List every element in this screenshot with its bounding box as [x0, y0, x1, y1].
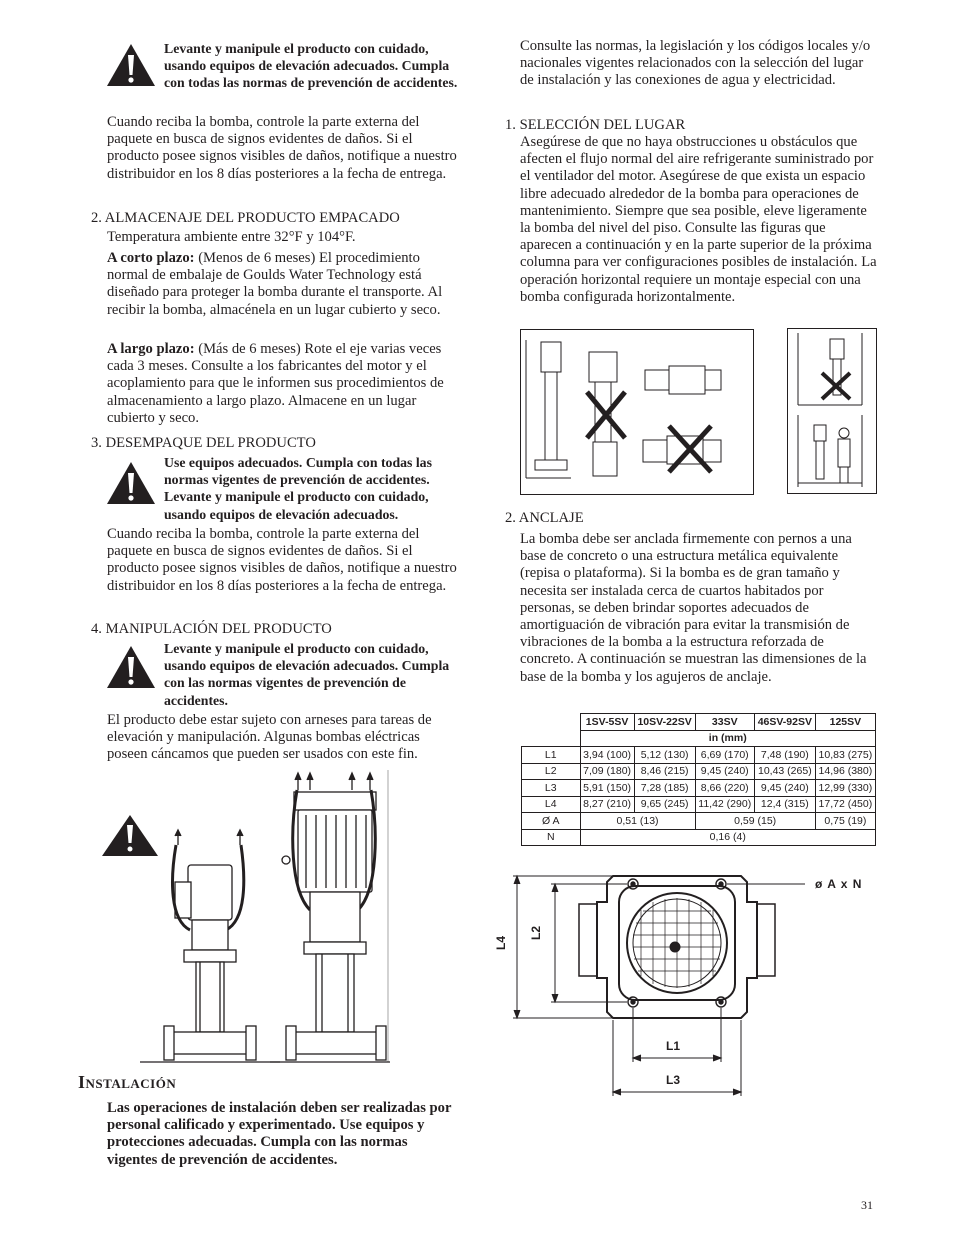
bold-label: A corto plazo:: [107, 250, 195, 266]
units-header: in (mm): [580, 730, 876, 747]
table-cell: 10,83 (275): [815, 747, 875, 764]
table-cell: 10,43 (265): [754, 763, 815, 780]
row-label: N: [522, 829, 581, 846]
paragraph: [107, 250, 463, 319]
table-cell: 9,45 (240): [754, 780, 815, 797]
table-cell: 6,69 (170): [695, 747, 754, 764]
installation-config-figure: [520, 329, 754, 495]
bold-label: A largo plazo:: [107, 341, 195, 357]
section-heading: 1. SELECCIÓN DEL LUGAR: [505, 117, 686, 133]
paragraph: Cuando reciba la bomba, controle la parte externa del paquete en busca de signos evidentes de daños. Si el producto posee signos visibles de daños, notifique a nuestro distribuidor en los 8 días posteriores a la fecha de entrega.: [107, 526, 457, 594]
row-label: L3: [522, 780, 581, 797]
dimension-label-l2: L2: [529, 925, 543, 940]
row-label: L4: [522, 796, 581, 813]
warning-text: Levante y manipule el producto con cuidado, usando equipos de elevación adecuados. Cumpla con todas las normas de prevención de accidentes.: [164, 41, 458, 91]
section-heading: 2. ALMACENAJE DEL PRODUCTO EMPACADO: [91, 210, 400, 226]
paragraph: Consulte las normas, la legislación y los códigos locales y/o nacionales vigentes relacionados con la selección del lugar de instalación y las conexiones de agua y electricidad.: [520, 38, 871, 89]
warning-text: Use equipos adecuados. Cumpla con todas las normas vigentes de prevención de accidentes. Levante y manipule el producto con cuidado, usando equipos de elevación adecuados.: [164, 455, 432, 522]
section-title-instalacion: Instalación: [78, 1072, 177, 1092]
warning-icon: [106, 461, 156, 505]
warning-text: Levante y manipule el producto con cuidado, usando equipos de elevación adecuados. Cumpla con las normas vigentes de prevención de accidentes.: [164, 641, 450, 708]
column-header: 10SV-22SV: [634, 714, 695, 731]
table-cell: 0,59 (15): [695, 813, 815, 830]
paragraph: El producto debe estar sujeto con arneses para tareas de elevación y manipulación. Algunas bombas eléctricas poseen cáncamos que pueden ser usados con este fin.: [107, 712, 432, 763]
page-number: 31: [861, 1198, 873, 1212]
table-row: [522, 829, 876, 846]
table-cell: 5,12 (130): [634, 747, 695, 764]
table-row: [522, 780, 876, 797]
paragraph-text: (Menos de 6 meses) El procedimiento normal de embalaje de Goulds Water Technology está diseñado para proteger la bomba durante el transporte. Al recibir la bomba, almacénela en un lugar cubierto y seco.: [107, 250, 443, 318]
table-row: [522, 763, 876, 780]
dimension-label-l1: L1: [666, 1039, 681, 1053]
section-heading: 3. DESEMPAQUE DEL PRODUCTO: [91, 435, 316, 451]
row-label: L2: [522, 763, 581, 780]
table-cell: 9,65 (245): [634, 796, 695, 813]
table-row: [522, 796, 876, 813]
table-cell: 8,46 (215): [634, 763, 695, 780]
hole-label: ø A x N: [815, 877, 863, 891]
paragraph: Las operaciones de instalación deben ser realizadas por personal calificado y experimentado. Use equipos y protecciones adecuadas. Cumpla con las normas vigentes de prevención de accidentes.: [107, 1100, 452, 1168]
paragraph: La bomba debe ser anclada firmemente con pernos a una base de concreto o una estructura metálica equivalente (repisa o plataforma). Si la bomba es de gran tamaño y necesita ser instalada cerca de cuartos habitados por personas, se deben brindar soportes adecuados de amortiguación de vibración para evitar la transmisión de vibraciones de la bomba a la estructura reforzada de concreto. A continuación se muestran las dimensiones de la base de la bomba y los agujeros de anclaje.: [520, 531, 867, 685]
table-cell: 5,91 (150): [580, 780, 634, 797]
table-cell: 14,96 (380): [815, 763, 875, 780]
paragraph-text: (Más de 6 meses) Rote el eje varias veces cada 3 meses. Consulte a los fabricantes del motor y el acoplamiento para que le informen sus procedimientos de almacenamiento a largo plazo. Almacene en un lugar cubierto y seco.: [107, 341, 444, 426]
base-dimension-diagram: [495, 870, 875, 1100]
column-header: 46SV-92SV: [754, 714, 815, 731]
column-header: 33SV: [695, 714, 754, 731]
paragraph: Cuando reciba la bomba, controle la parte externa del paquete en busca de signos evidentes de daños. Si el producto posee signos visibles de daños, notifique a nuestro distribuidor en los 8 días posteriores a la fecha de entrega.: [107, 114, 457, 182]
table-cell: 3,94 (100): [580, 747, 634, 764]
row-label: L1: [522, 747, 581, 764]
section-heading: 4. MANIPULACIÓN DEL PRODUCTO: [91, 621, 332, 637]
paragraph: Asegúrese de que no haya obstrucciones u obstáculos que afecten el flujo normal del aire refrigerante suministrado por el ventilador del motor. Asegúrese de que exista un espacio libre adecuado alrededor de la bomba para operaciones de mantenimiento. Siempre que sea posible, eleve ligeramente la bomba del nivel del piso. Consulte las figuras que aparecen a continuación y en la parte superior de la próxima columna para ver configuraciones posibles de instalación. La operación horizontal requiere un montaje especial con una bomba configurada horizontalmente.: [520, 134, 877, 305]
table-cell: 7,09 (180): [580, 763, 634, 780]
dimension-label-l4: L4: [494, 935, 508, 950]
table-cell: 0,16 (4): [580, 829, 876, 846]
table-cell: 9,45 (240): [695, 763, 754, 780]
installation-room-figure: [787, 328, 877, 494]
table-cell: 11,42 (290): [695, 796, 754, 813]
table-cell: 8,27 (210): [580, 796, 634, 813]
table-row: [522, 747, 876, 764]
table-cell: 8,66 (220): [695, 780, 754, 797]
dimension-label-l3: L3: [666, 1073, 681, 1087]
table-cell: 0,51 (13): [580, 813, 695, 830]
dimensions-table: [521, 713, 876, 846]
paragraph: Temperatura ambiente entre 32°F y 104°F.: [107, 229, 356, 245]
table-cell: 12,4 (315): [754, 796, 815, 813]
section-heading: 2. ANCLAJE: [505, 510, 584, 526]
warning-icon: [106, 43, 156, 87]
table-cell: 7,28 (185): [634, 780, 695, 797]
table-cell: 17,72 (450): [815, 796, 875, 813]
table-cell: 0,75 (19): [815, 813, 875, 830]
table-row: [522, 813, 876, 830]
lifting-illustration: [100, 770, 390, 1065]
column-header: 1SV-5SV: [580, 714, 634, 731]
row-label: Ø A: [522, 813, 581, 830]
paragraph: [107, 341, 463, 427]
warning-icon: [106, 645, 156, 689]
table-cell: 12,99 (330): [815, 780, 875, 797]
column-header: 125SV: [815, 714, 875, 731]
table-cell: 7,48 (190): [754, 747, 815, 764]
